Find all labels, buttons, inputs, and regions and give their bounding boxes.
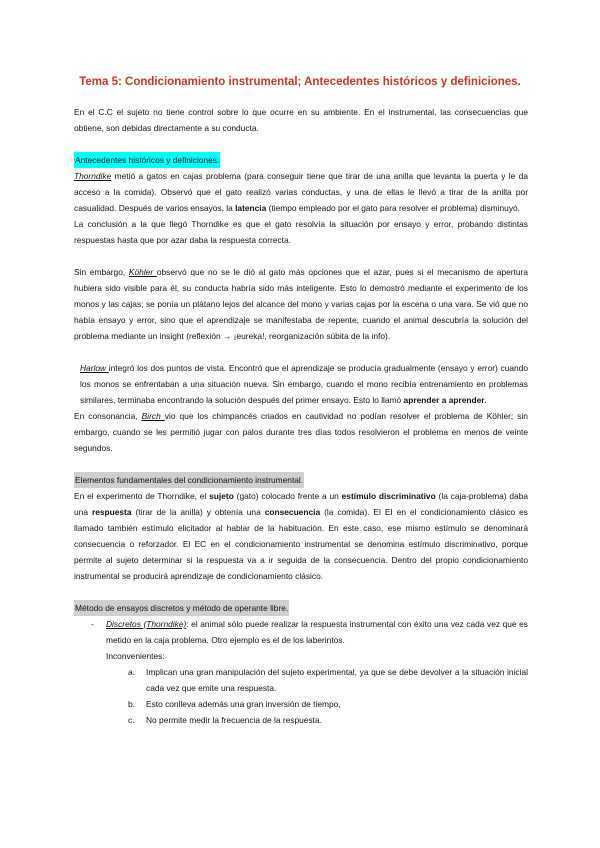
section-heading-text: Elementos fundamentales del condicionamiento instrumental. <box>74 472 304 488</box>
elementos-text: En el experimento de Thorndike, el <box>74 491 210 501</box>
list-item <box>74 696 528 712</box>
elementos-text: (la comida). El EI en el condicionamiento clásico es llamado también estímulo elicitador al hablar de la habituación. En este caso, ese mismo estímulo se denominará consecuencia o reforzador. El EC en el condicionamiento instrumental se denomina estímulo discriminativo, porque permite al sujeto determinar si la respuesta va a ir seguida de la consecuencia. Dentro del propio condicionamiento instrumental se producirá aprendizaje de condicionamiento clásico. <box>74 507 528 581</box>
birch-text: vio que los chimpancés criados en cautividad no podían resolver el problema de Köhler; sin embargo, cuando se les permitió jugar con palos durante tres días todos resolvieron el problema en menos de veinte segundos. <box>74 411 528 453</box>
kohler-paragraph <box>74 264 528 344</box>
author-name-birch: Birch <box>141 411 165 421</box>
list-marker: b. <box>128 699 135 709</box>
intro-paragraph: En el C.C el sujeto no tiene control sobre lo que ocurre en su ambiente. En el instrumental, las consecuencias que obtiene, son debidas directamente a su conducta. <box>74 107 528 133</box>
term-aprender-a-aprender: aprender a aprender. <box>403 395 487 405</box>
harlow-text: integró los dos puntos de vista. Encontró que el aprendizaje se producía gradualmente (ensayo y error) cuando los monos se enfrentaban a una situación nueva. Sin embargo, cuando el mono recibía entrenamiento en problemas similares, terminaba encontrando la solución después del primer ensayo. Esto lo llamó <box>80 363 528 405</box>
list-marker: c. <box>128 715 135 725</box>
harlow-paragraph <box>74 360 528 408</box>
elementos-text: (tirar de la anilla) y obtenía una <box>131 507 265 517</box>
thorndike-text: metió a gatos en cajas problema (para conseguir tiene que tirar de una anilla que levanta la puerta y le da acceso a la comida). Observó que el gato realizó varias conductas, y una de ellas le llevó a tirar de la anilla por casualidad. Después de varios ensayos, la <box>74 171 528 213</box>
elementos-text: (gato) colocado frente a un <box>233 491 342 501</box>
author-name-harlow: Harlow <box>80 363 109 373</box>
birch-lead: En consonancia, <box>74 411 142 421</box>
elementos-text: (la caja-problema) daba una <box>74 491 529 517</box>
page-title: Tema 5: Condicionamiento instrumental; Antecedentes históricos y definiciones. <box>79 76 521 88</box>
elementos-paragraph <box>74 488 528 584</box>
list-item-text: No permite medir la frecuencia de la respuesta. <box>146 715 322 725</box>
thorndike-paragraph <box>74 168 528 216</box>
birch-paragraph <box>74 408 528 456</box>
document-body <box>74 104 528 728</box>
term-respuesta: respuesta <box>91 507 132 517</box>
section-heading-text: Antecedentes históricos y definiciones. <box>74 152 220 168</box>
list-item <box>74 712 528 728</box>
method-text: : el animal sólo puede realizar la respuesta instrumental con éxito una vez cada vez que es metido en la caja problema. Otro ejemplo es el de los laberintos. <box>106 619 528 645</box>
method-name-discretos: Discretos (Thorndike) <box>106 619 187 629</box>
list-marker: a. <box>128 667 135 677</box>
kohler-lead: Sin embargo, <box>74 267 129 277</box>
author-name-thorndike: Thorndike <box>74 171 112 181</box>
section-heading-metodo <box>74 600 528 616</box>
list-item <box>74 664 528 696</box>
thorndike-text-end: (tiempo empleado por el gato para resolver el problema) disminuyó. <box>266 203 521 213</box>
section-heading-text: Método de ensayos discretos y método de operante libre. <box>74 600 289 616</box>
term-consecuencia: consecuencia <box>264 507 321 517</box>
section-heading-elementos <box>74 472 528 488</box>
list-item-discretos <box>74 616 528 648</box>
inconvenientes-label: Inconvenientes: <box>106 651 165 661</box>
dash-bullet: - <box>91 619 94 629</box>
term-latencia: latencia <box>235 203 267 213</box>
conclusion-paragraph: La conclusión a la que llegó Thorndike es que el gato resolvía la situación por ensayo y error, probando distintas respuestas hasta que por azar daba la respuesta correcta. <box>74 219 528 245</box>
section-heading-antecedentes <box>74 152 528 168</box>
list-item-text: Implican una gran manipulación del sujeto experimental, ya que se debe devolver a la situación inicial cada vez que emite una respuesta. <box>146 667 528 693</box>
term-estimulo-discriminativo: estímulo discriminativo <box>341 491 436 501</box>
term-sujeto: sujeto <box>209 491 234 501</box>
author-name-kohler: Köhler <box>128 267 157 277</box>
list-item-text: Esto conlleva además una gran inversión de tiempo, <box>146 699 341 709</box>
kohler-text: observó que no se le dió al gato más opciones que el azar, pues si el mecanismo de apertura hubiera sido visible para él, su conducta habría sido más inteligente. Esto lo demostró mediante el experimento de los monos y las cajas; se ponía un plátano lejos del alcance del mono y varias cajas por la escena o una vara. Se vió que no había ensayo y error, sino que el aprendizaje se manifestaba de repente, cuando el animal descubría la solución del problema mediante un insight (reflexión → ¡eureka!, reorganización súbita de la info). <box>74 267 528 341</box>
